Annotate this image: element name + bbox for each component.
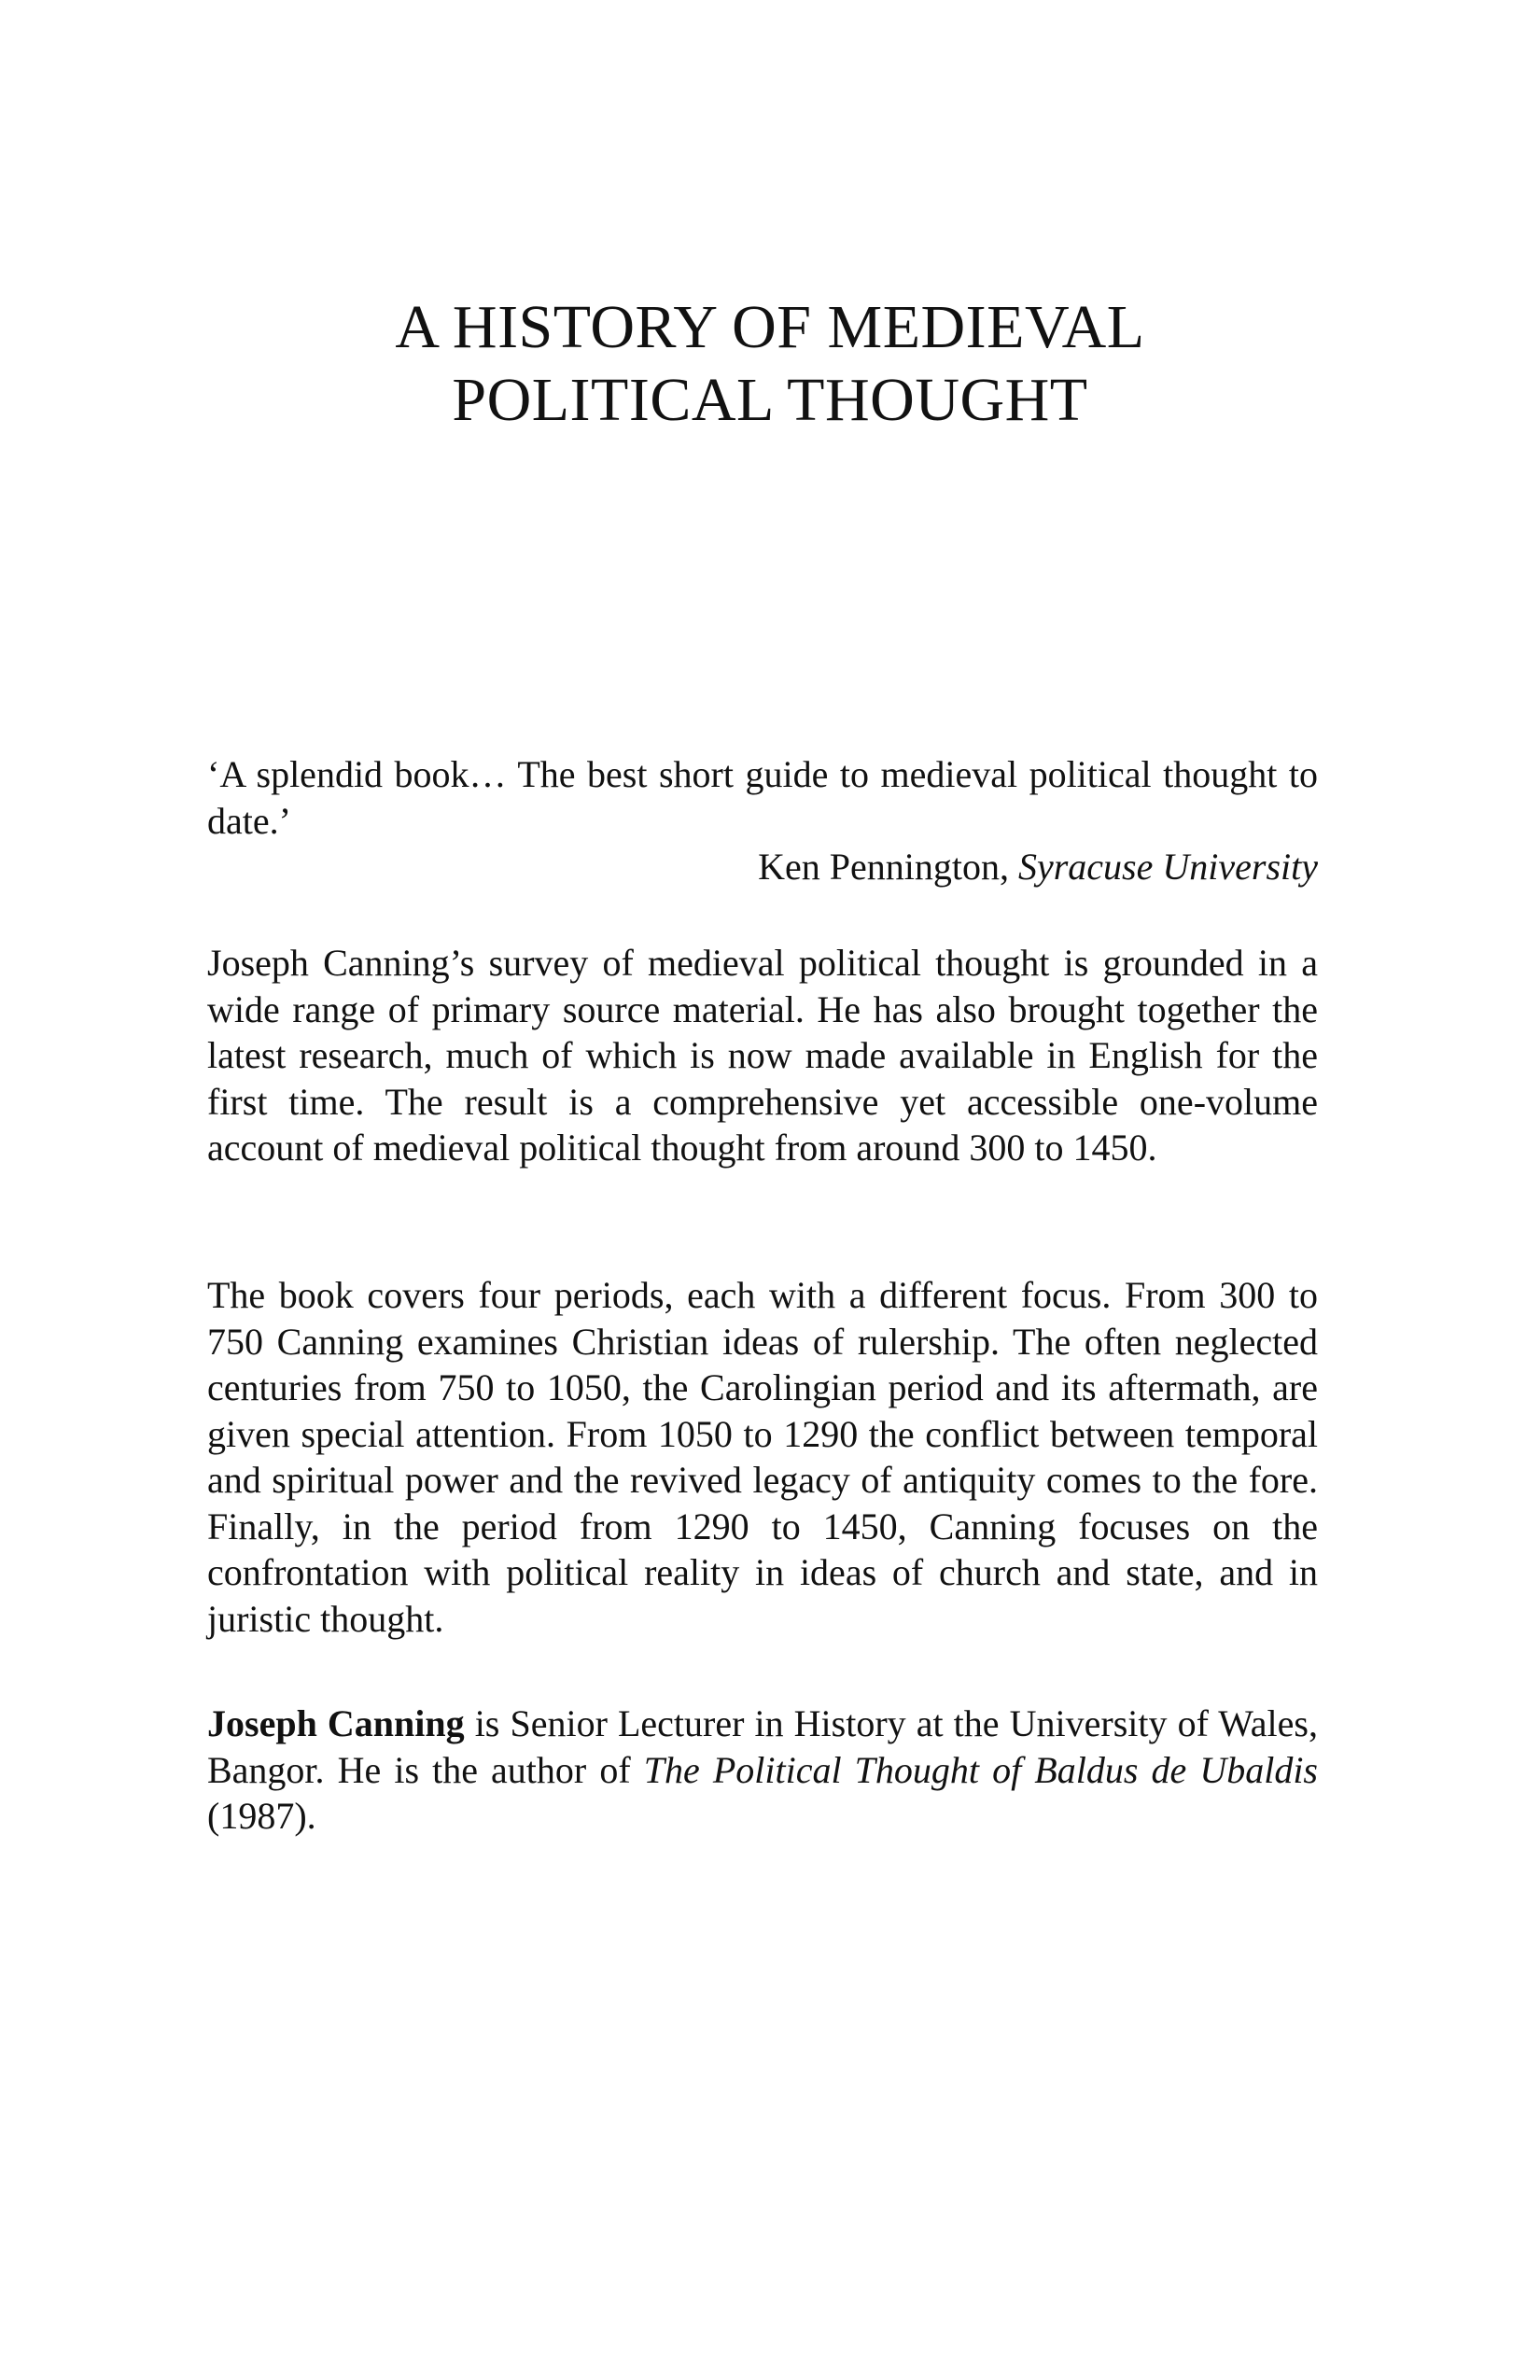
periods-paragraph: The book covers four periods, each with a different focus. From 300 to 750 Canning examines Christian ideas of rulership. The often neglected centuries from 750 to 1050, the Carolingian period and its aftermath, are given special attention. From 1050 to 1290 the conflict between temporal and spiritual power and the revived legacy of antiquity comes to the fore. Finally, in the period from 1290 to 1450, Canning focuses on the confrontation with political reality in ideas of church and state, and in juristic thought. xyxy=(207,1274,1318,1640)
quote-attribution xyxy=(207,844,1318,890)
author-bio-text-1: is Senior Lecturer in History at the University of Wales, Bangor. He is the author of xyxy=(207,1702,1318,1791)
author-name: Joseph Canning xyxy=(207,1702,465,1744)
author-bio-paragraph xyxy=(207,1701,1318,1840)
author-book-title: The Political Thought of Baldus de Ubaldis xyxy=(643,1748,1318,1791)
summary-paragraph: Joseph Canning’s survey of medieval political thought is grounded in a wide range of primary source material. He has also brought together the latest research, much of which is now made available in English for the first time. The result is a comprehensive yet accessible one-volume account of medieval political thought from around 300 to 1450. xyxy=(207,942,1318,1169)
attribution-affiliation: Syracuse University xyxy=(1017,846,1318,888)
book-title xyxy=(0,291,1540,437)
review-quote: ‘A splendid book… The best short guide to medieval political thought to date.’ xyxy=(207,753,1318,842)
author-bio-text-2: (1987). xyxy=(207,1795,316,1837)
book-title-line-2: POLITICAL THOUGHT xyxy=(452,366,1088,434)
book-title-line-1: A HISTORY OF MEDIEVAL xyxy=(395,293,1145,361)
attribution-name: Ken Pennington, xyxy=(758,846,1018,888)
